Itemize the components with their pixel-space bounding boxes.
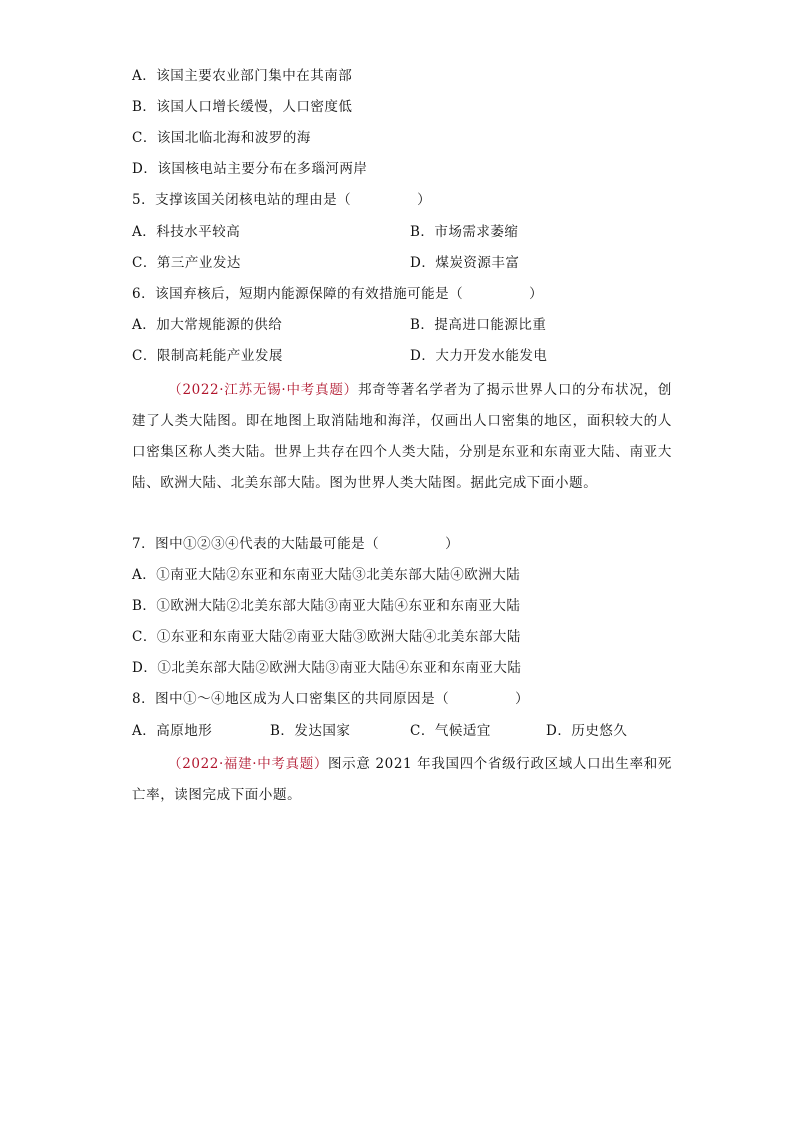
q6-option-c: C．限制高耗能产业发展 bbox=[132, 348, 283, 364]
passage-1-text: 邦奇等著名学者为了揭示世界人口的分布状况，创建了人类大陆图。即在地图上取消陆地和海洋，仅画出人口密集的地区，面积较大的人口密集区称人类大陆。世界上共存在四个人类大陆，分别是东亚和东南亚大陆、南亚大陆、欧洲大陆、北美东部大陆。图为世界人类大陆图。据此完成下面小题。 bbox=[132, 382, 672, 491]
q8-option-c: C．气候适宜 bbox=[410, 723, 491, 739]
q5-option-c: C．第三产业发达 bbox=[132, 255, 241, 271]
q8-option-a: A．高原地形 bbox=[132, 723, 213, 739]
q6-stem-close: ） bbox=[529, 286, 544, 302]
q6-stem bbox=[132, 284, 543, 304]
q8-option-d: D．历史悠久 bbox=[546, 723, 628, 739]
q4-option-b: B．该国人口增长缓慢，人口密度低 bbox=[132, 99, 353, 115]
q7-stem-text: 7．图中①②③④代表的大陆最可能是（ bbox=[132, 536, 380, 552]
passage-2 bbox=[132, 749, 672, 811]
q6-options-row-1 bbox=[132, 315, 672, 335]
q6-option-a: A．加大常规能源的供给 bbox=[132, 317, 283, 333]
q5-stem-text: 5．支撑该国关闭核电站的理由是（ bbox=[132, 192, 352, 208]
q6-stem-text: 6．该国弃核后，短期内能源保障的有效措施可能是（ bbox=[132, 286, 464, 302]
q4-option-c: C．该国北临北海和波罗的海 bbox=[132, 130, 311, 146]
q8-stem-close: ） bbox=[515, 691, 530, 707]
q6-option-b: B．提高进口能源比重 bbox=[410, 317, 547, 333]
q7-stem bbox=[132, 534, 459, 554]
q7-option-a: A．①南亚大陆②东亚和东南亚大陆③北美东部大陆④欧洲大陆 bbox=[132, 567, 521, 583]
q6-option-d: D．大力开发水能发电 bbox=[410, 348, 548, 364]
q5-option-b: B．市场需求萎缩 bbox=[410, 224, 519, 240]
q5-options-row-1 bbox=[132, 222, 672, 242]
passage-2-source: （2022·福建·中考真题） bbox=[168, 756, 329, 772]
q5-option-d: D．煤炭资源丰富 bbox=[410, 255, 520, 271]
q8-stem-text: 8．图中①～④地区成为人口密集区的共同原因是（ bbox=[132, 691, 450, 707]
q7-stem-close: ） bbox=[445, 536, 460, 552]
q4-option-a: A．该国主要农业部门集中在其南部 bbox=[132, 68, 353, 84]
q8-option-b: B．发达国家 bbox=[270, 723, 351, 739]
q5-options-row-2 bbox=[132, 253, 672, 273]
q5-stem-close: ） bbox=[417, 192, 432, 208]
passage-1 bbox=[132, 375, 672, 499]
q5-option-a: A．科技水平较高 bbox=[132, 224, 241, 240]
q6-options-row-2 bbox=[132, 346, 672, 366]
q7-option-d: D．①北美东部大陆②欧洲大陆③南亚大陆④东亚和东南亚大陆 bbox=[132, 660, 522, 676]
q8-stem bbox=[132, 689, 529, 709]
q7-option-b: B．①欧洲大陆②北美东部大陆③南亚大陆④东亚和东南亚大陆 bbox=[132, 598, 521, 614]
passage-2-text: 图示意 2021 年我国四个省级行政区域人口出生率和死亡率，读图完成下面小题。 bbox=[132, 756, 672, 803]
q7-option-c: C．①东亚和东南亚大陆②南亚大陆③欧洲大陆④北美东部大陆 bbox=[132, 629, 521, 645]
passage-1-source: （2022·江苏无锡·中考真题） bbox=[168, 382, 358, 398]
q5-stem bbox=[132, 190, 431, 210]
q4-option-d: D．该国核电站主要分布在多瑙河两岸 bbox=[132, 161, 368, 177]
q8-options-row bbox=[132, 721, 672, 741]
